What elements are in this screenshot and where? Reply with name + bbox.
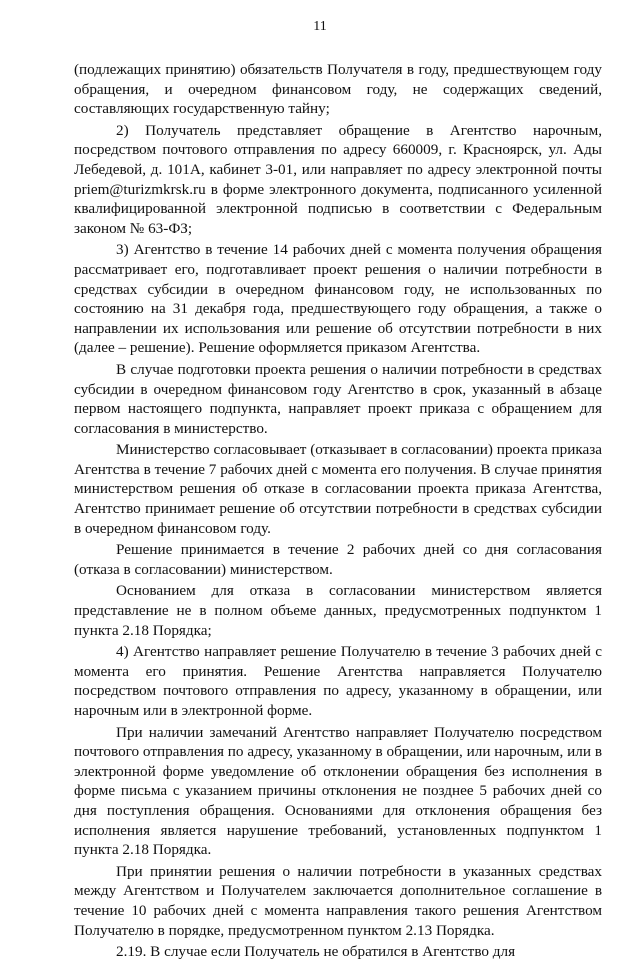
paragraph-item-2: 2) Получатель представляет обращение в Агентство нарочным, посредством почтового отправления по адресу 660009, г. Красноярск, ул. Ады Лебедевой, д. 101А, кабинет 3-01, или направляет по адресу электронной почты priem@turizmkrsk.ru в форме электронного документа, подписанного усиленной квалифицированной электронной подписью в соответствии с Федеральным законом № 63-ФЗ; <box>74 121 602 237</box>
paragraph-item-3: 3) Агентство в течение 14 рабочих дней с момента получения обращения рассматривает его, подготавливает проект решения о наличии потребности в средствах субсидии в очередном финансовом году, не использованных по состоянию на 31 декабря года, предшествующего году обращения, а также о направлении их использования или решение об отсутствии потребности в них (далее – решение). Решение оформляется приказом Агентства. <box>74 241 602 357</box>
paragraph-draft-case: В случае подготовки проекта решения о наличии потребности в средствах субсидии в очередном финансовом году Агентство в срок, указанный в абзаце первом настоящего подпункта, направляет проект приказа с обращением для согласования в министерство. <box>74 360 602 437</box>
document-body <box>74 60 602 963</box>
page-number: 11 <box>313 19 327 34</box>
paragraph-continuation: (подлежащих принятию) обязательств Получателя в году, предшествующем году обращения, и очередном финансовом году, не содержащих сведений, составляющих государственную тайну; <box>74 61 602 118</box>
paragraph-refusal-grounds: Основанием для отказа в согласовании министерством является представление не в полном объеме данных, предусмотренных подпунктом 1 пункта 2.18 Порядка; <box>74 582 602 639</box>
paragraph-item-4: 4) Агентство направляет решение Получателю в течение 3 рабочих дней с момента его принятия. Решение Агентства направляется Получателю посредством почтового отправления по адресу, указанному в обращении, или нарочным или в электронной форме. <box>74 643 602 719</box>
paragraph-ministry-approval: Министерство согласовывает (отказывает в согласовании) проекта приказа Агентства в течение 7 рабочих дней с момента его получения. В случае принятия министерством решения об отказе в согласовании проекта приказа Агентства, Агентство принимает решение об отсутствии потребности в средствах субсидии в очередном финансовом году. <box>74 441 602 537</box>
paragraph-2-19: 2.19. В случае если Получатель не обратился в Агентство для <box>116 943 516 961</box>
paragraph-agreement: При принятии решения о наличии потребности в указанных средствах между Агентством и Получателем заключается дополнительное соглашение в течение 10 рабочих дней с момента направления такого решения Агентством Получателю в порядке, предусмотренном пунктом 2.13 Порядка. <box>74 862 602 939</box>
paragraph-remarks: При наличии замечаний Агентство направляет Получателю посредством почтового отправления по адресу, указанному в обращении, или нарочным, или в электронной форме уведомление об отклонении обращения без исполнения в форме письма с указанием причины отклонения не позднее 5 рабочих дней со дня поступления обращения. Основаниями для отклонения обращения без исполнения является нарушение требований, установленных подпунктом 1 пункта 2.18 Порядка. <box>74 723 602 859</box>
paragraph-decision-timing: Решение принимается в течение 2 рабочих дней со дня согласования (отказа в согласовании) министерством. <box>74 541 602 578</box>
